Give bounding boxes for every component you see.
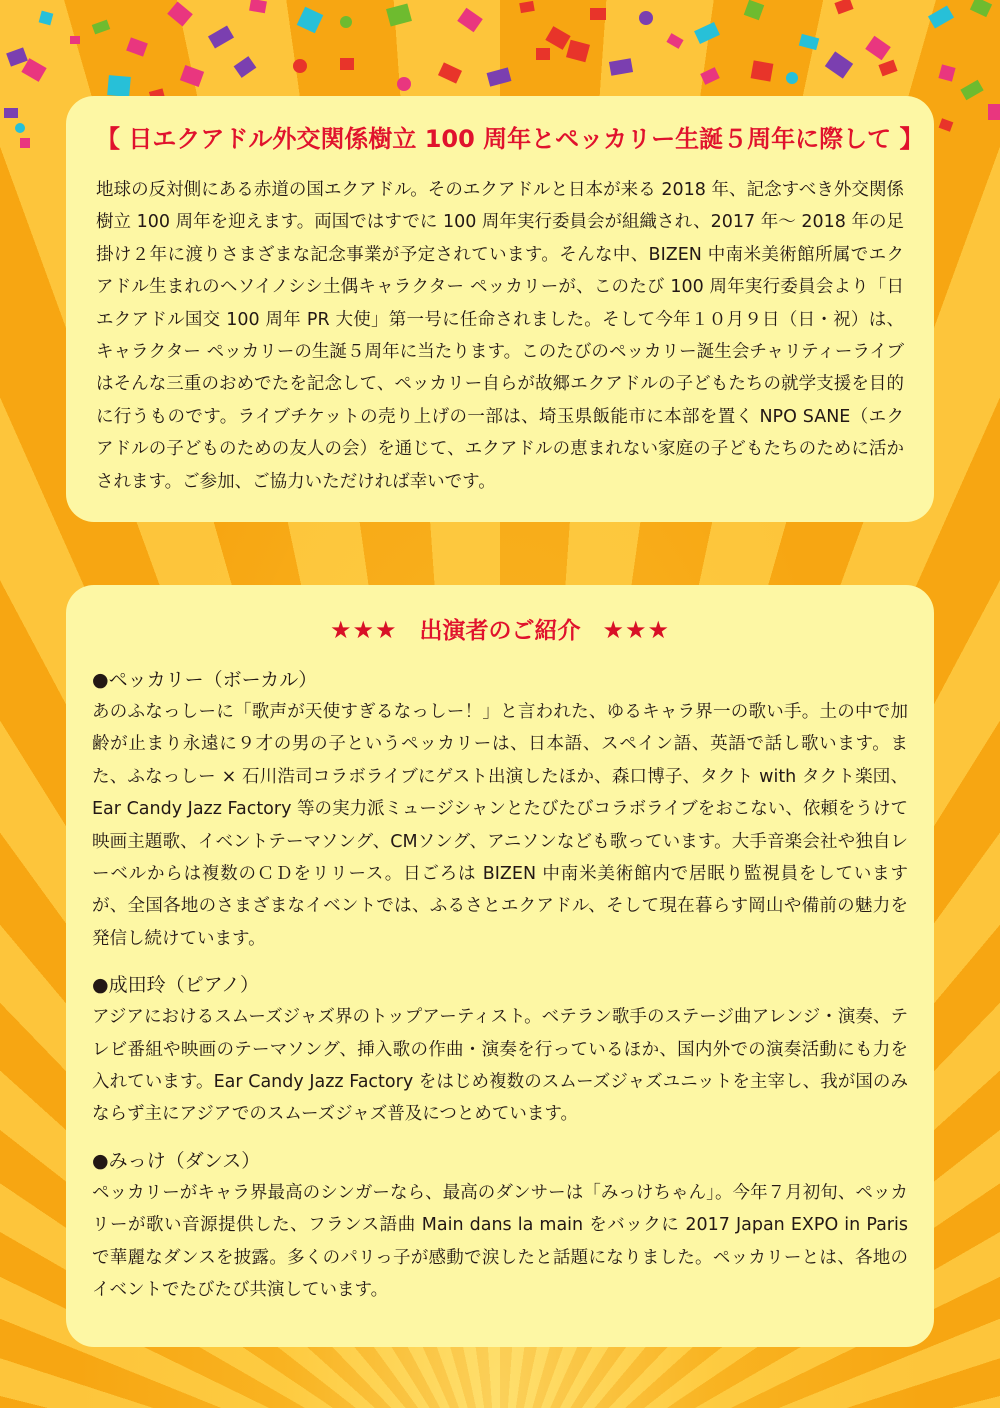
intro-title: 【 日エクアドル外交関係樹立 100 周年とペッカリー生誕５周年に際して 】: [96, 125, 924, 153]
performer-name: ●みっけ（ダンス）: [92, 1149, 261, 1172]
performer-name: ●ペッカリー（ボーカル）: [92, 669, 318, 691]
performers-title-text: 出演者のご紹介: [419, 618, 581, 644]
stars-left: ★★★: [329, 616, 398, 644]
performer-name: ●成田玲（ピアノ）: [92, 974, 260, 997]
performers-panel: [66, 585, 934, 1347]
performer-block: [92, 969, 908, 1131]
performers-title: [92, 613, 908, 648]
stars-right: ★★★: [602, 616, 671, 644]
performer-block: [92, 1145, 908, 1307]
intro-panel: [66, 96, 934, 522]
performer-block: [92, 664, 908, 955]
performer-description: アジアにおけるスムーズジャズ界のトップアーティスト。ベテラン歌手のステージ曲アレンジ・演奏、テレビ番組や映画のテーマソング、挿入歌の作曲・演奏を行っているほか、国内外での演奏活動にも力を入れています。Ear Candy Jazz Factory をはじめ複数のスムーズジャズユニットを主宰し、我が国のみならず主にアジアでのスムーズジャズ普及につとめています。: [92, 1007, 908, 1125]
performer-description: あのふなっしーに「歌声が天使すぎるなっしー！」と言われた、ゆるキャラ界一の歌い手。土の中で加齢が止まり永遠に９才の男の子というペッカリーは、日本語、スペイン語、英語で話し歌います。また、ふなっしー × 石川浩司コラボライブにゲスト出演したほか、森口博子、タクト with タクト楽団、Ear Candy Jazz Factory 等の実力派ミュージシャンとたびたびコラボライブをおこない、依頼をうけて映画主題歌、イベントテーマソング、CMソング、アニソンなども歌っています。大手音楽会社や独自レーベルからは複数のＣＤをリリース。日ごろは BIZEN 中南米美術館内で居眠り監視員をしていますが、全国各地のさまざまなイベントでは、ふるさとエクアドル、そして現在暮らす岡山や備前の魅力を発信し続けています。: [92, 702, 908, 949]
performer-description: ペッカリーがキャラ界最高のシンガーなら、最高のダンサーは「みっけちゃん」。今年７月初旬、ペッカリーが歌い音源提供した、フランス語曲 Main dans la main をバックに 2017 Japan EXPO in Paris で華麗なダンスを披露。多くのパリっ子が感動で涙したと話題になりました。ペッカリーとは、各地のイベントでたびたび共演しています。: [92, 1182, 908, 1301]
intro-text: 地球の反対側にある赤道の国エクアドル。そのエクアドルと日本が来る 2018 年、記念すべき外交関係樹立 100 周年を迎えます。両国ではすでに 100 周年実行委員会が組織され、2017 年～ 2018 年の足掛け２年に渡りさまざまな記念事業が予定されています。そんな中、BIZEN 中南米美術館所属でエクアドル生まれのヘソイノシシ土偶キャラクター ペッカリーが、このたび 100 周年実行委員会より「日エクアドル国交 100 周年 PR 大使」第一号に任命されました。そして今年１０月９日（日・祝）は、キャラクター ペッカリーの生誕５周年に当たります。このたびのペッカリー誕生会チャリティーライブはそんな三重のおめでたを記念して、ペッカリー自らが故郷エクアドルの子どもたちの就学支援を目的に行うものです。ライブチケットの売り上げの一部は、埼玉県飯能市に本部を置く NPO SANE（エクアドルの子どものための友人の会）を通じて、エクアドルの恵まれない家庭の子どもたちのために活かされます。ご参加、ご協力いただければ幸いです。: [96, 180, 904, 492]
